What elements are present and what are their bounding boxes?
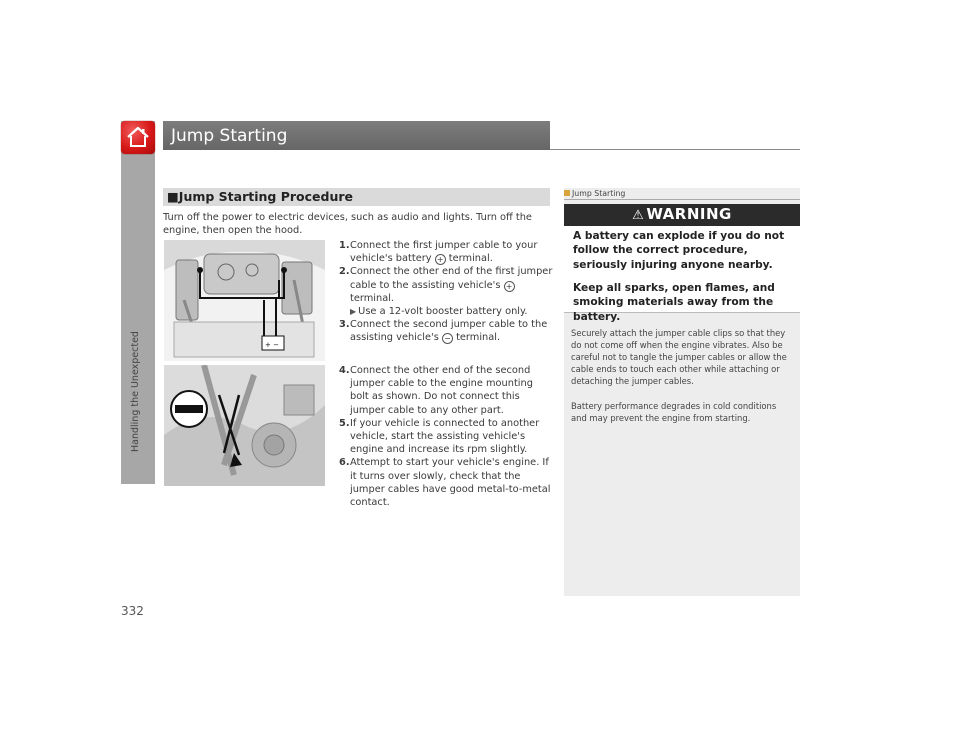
note-text-1: Securely attach the jumper cable clips so that they do not come off when the engine vibrates. Also be careful not to tangle the jumper cables or allow the cable ends to touch each other while attaching or detaching the jumper cables. [571, 328, 787, 387]
step-text: Attempt to start your vehicle's engine. If it turns over slowly, check that the jumper cables have good metal-to-metal contact. [350, 457, 551, 509]
warning-triangle-icon: ⚠ [632, 208, 645, 223]
svg-text:+ −: + − [265, 341, 279, 349]
steps-group-1 [339, 239, 554, 345]
step-5 [339, 417, 554, 457]
plus-terminal-icon: + [435, 254, 446, 265]
intro-text: Turn off the power to electric devices, such as audio and lights. Turn off the engine, then open the hood. [163, 212, 532, 237]
step-4 [339, 364, 554, 417]
step-number: 3. [339, 319, 350, 331]
note-label [564, 189, 625, 198]
step-text-end: terminal. [452, 332, 501, 344]
home-icon [125, 125, 151, 149]
step-6 [339, 456, 554, 509]
section-heading: ■Jump Starting Procedure [167, 189, 354, 204]
steps-group-2 [339, 364, 554, 509]
step-number: 1. [339, 240, 350, 251]
step-2 [339, 265, 554, 305]
step-number: 2. [339, 266, 350, 278]
step-number: 6. [339, 457, 350, 469]
warning-title [564, 205, 800, 223]
mounting-bolt-illustration [164, 365, 325, 486]
step-text-end: terminal. [350, 292, 395, 304]
step-number: 4. [339, 365, 350, 376]
step-1 [339, 239, 554, 265]
step-text-end: terminal. [445, 253, 493, 265]
note-icon [564, 190, 570, 196]
step-text: Connect the other end of the second jumper cable to the engine mounting bolt as shown. Do not connect this jumper cable to any other part. [350, 365, 533, 416]
step-number: 5. [339, 417, 350, 429]
arrow-icon: ▶ [350, 307, 357, 317]
step-text: Connect the first jumper cable to your vehicle's battery [350, 240, 538, 265]
page-title: Jump Starting [171, 126, 288, 146]
header-rule [550, 149, 800, 150]
warning-text-2: Keep all sparks, open flames, and smoking materials away from the battery. [573, 282, 775, 323]
note-rule [564, 199, 800, 200]
page-number: 332 [121, 604, 144, 618]
step-2-note [339, 305, 554, 318]
engine-bay-illustration [164, 240, 325, 361]
warning-title-text: WARNING [646, 205, 732, 223]
note-text-2: Battery performance degrades in cold conditions and may prevent the engine from starting. [571, 401, 777, 424]
step-text: Connect the second jumper cable to the assisting vehicle's [350, 319, 548, 344]
chapter-label: Handling the Unexpected [130, 331, 141, 452]
warning-text-1: A battery can explode if you do not follow the correct procedure, seriously injuring anyone nearby. [573, 230, 785, 271]
step-text: If your vehicle is connected to another vehicle, start the assisting vehicle's engine and increase its rpm slightly. [350, 417, 540, 456]
chapter-label-wrap [127, 333, 147, 453]
minus-terminal-icon: − [442, 333, 453, 344]
step-note-text: Use a 12-volt booster battery only. [358, 306, 528, 318]
home-button[interactable] [121, 121, 155, 154]
step-3 [339, 318, 554, 344]
step-text: Connect the other end of the first jumper cable to the assisting vehicle's [350, 266, 553, 291]
plus-terminal-icon: + [504, 281, 515, 292]
note-label-text: Jump Starting [572, 189, 626, 198]
